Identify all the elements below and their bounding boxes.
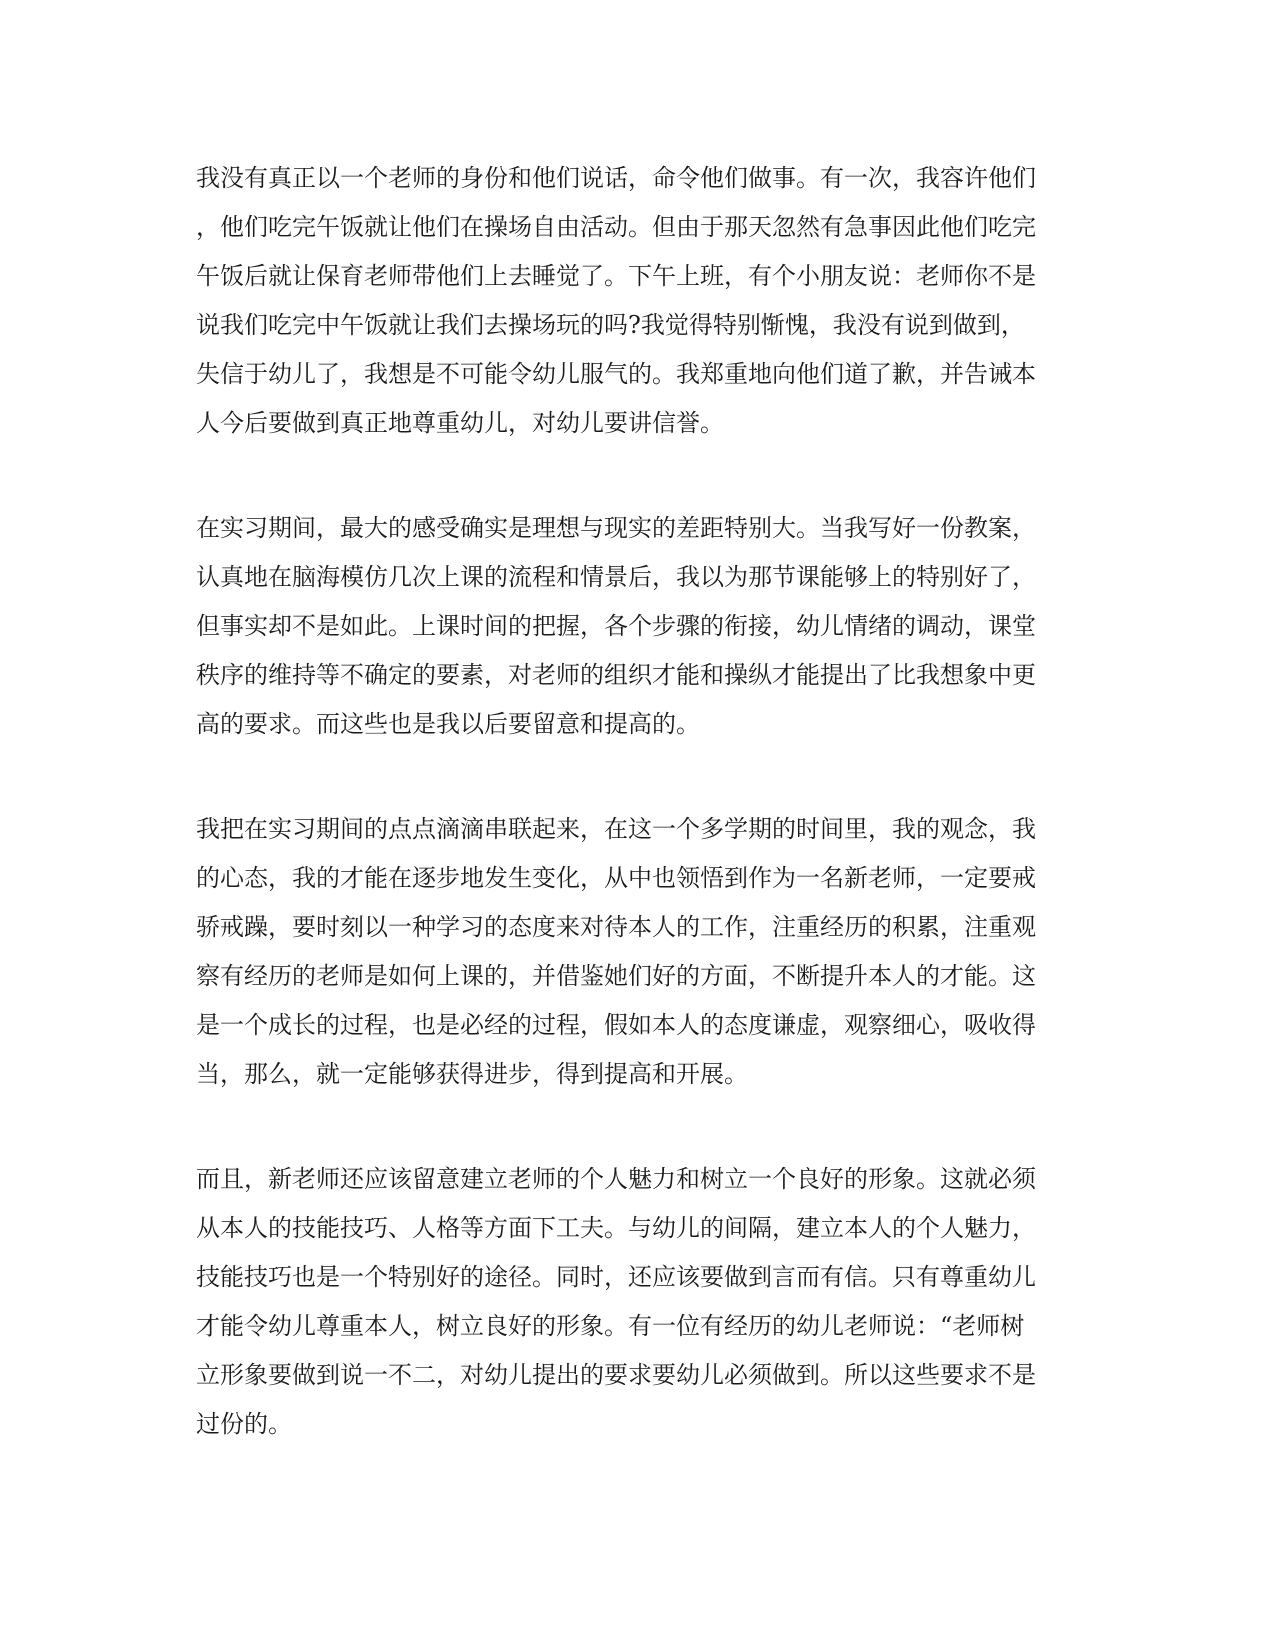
text-line: 从本人的技能技巧、人格等方面下工夫。与幼儿的间隔，建立本人的个人魅力， bbox=[196, 1214, 1036, 1242]
text-line: 午饭后就让保育老师带他们上去睡觉了。下午上班，有个小朋友说：老师你不是 bbox=[196, 262, 1036, 290]
text-line: 说我们吃完中午饭就让我们去操场玩的吗?我觉得特别惭愧，我没有说到做到， bbox=[196, 311, 1025, 339]
paragraph-4 bbox=[196, 1155, 1080, 1449]
text-line: 在实习期间，最大的感受确实是理想与现实的差距特别大。当我写好一份教案， bbox=[196, 514, 1036, 542]
text-line: 骄戒躁，要时刻以一种学习的态度来对待本人的工作，注重经历的积累，注重观 bbox=[196, 913, 1036, 941]
text-line: 当，那么，就一定能够获得进步，得到提高和开展。 bbox=[196, 1060, 748, 1088]
text-line: 秩序的维持等不确定的要素，对老师的组织才能和操纵才能提出了比我想象中更 bbox=[196, 661, 1036, 689]
paragraph-3 bbox=[196, 805, 1080, 1099]
text-line: 才能令幼儿尊重本人，树立良好的形象。有一位有经历的幼儿老师说：“老师树 bbox=[196, 1312, 1025, 1340]
text-line: ，他们吃完午饭就让他们在操场自由活动。但由于那天忽然有急事因此他们吃完 bbox=[196, 213, 1036, 241]
text-line: 高的要求。而这些也是我以后要留意和提高的。 bbox=[196, 710, 700, 738]
paragraph-spacer bbox=[196, 749, 1080, 805]
text-line: 察有经历的老师是如何上课的，并借鉴她们好的方面，不断提升本人的才能。这 bbox=[196, 962, 1036, 990]
text-line: 但事实却不是如此。上课时间的把握，各个步骤的衔接，幼儿情绪的调动，课堂 bbox=[196, 612, 1036, 640]
text-line: 的心态，我的才能在逐步地发生变化，从中也领悟到作为一名新老师，一定要戒 bbox=[196, 864, 1036, 892]
paragraph-spacer bbox=[196, 448, 1080, 504]
text-line: 立形象要做到说一不二，对幼儿提出的要求要幼儿必须做到。所以这些要求不是 bbox=[196, 1361, 1036, 1389]
paragraph-1 bbox=[196, 154, 1080, 448]
text-line: 是一个成长的过程，也是必经的过程，假如本人的态度谦虚，观察细心，吸收得 bbox=[196, 1011, 1036, 1039]
text-line: 技能技巧也是一个特别好的途径。同时，还应该要做到言而有信。只有尊重幼儿 bbox=[196, 1263, 1036, 1291]
text-line: 我没有真正以一个老师的身份和他们说话，命令他们做事。有一次，我容许他们 bbox=[196, 164, 1036, 192]
text-line: 过份的。 bbox=[196, 1410, 292, 1438]
text-line: 失信于幼儿了，我想是不可能令幼儿服气的。我郑重地向他们道了歉，并告诫本 bbox=[196, 360, 1036, 388]
paragraph-2 bbox=[196, 504, 1080, 749]
text-line: 认真地在脑海模仿几次上课的流程和情景后，我以为那节课能够上的特别好了， bbox=[196, 563, 1036, 591]
paragraph-spacer bbox=[196, 1099, 1080, 1155]
text-line: 人今后要做到真正地尊重幼儿，对幼儿要讲信誉。 bbox=[196, 409, 724, 437]
text-line: 而且，新老师还应该留意建立老师的个人魅力和树立一个良好的形象。这就必须 bbox=[196, 1165, 1036, 1193]
body-text bbox=[196, 154, 1080, 1449]
text-line: 我把在实习期间的点点滴滴串联起来，在这一个多学期的时间里，我的观念，我 bbox=[196, 815, 1036, 843]
